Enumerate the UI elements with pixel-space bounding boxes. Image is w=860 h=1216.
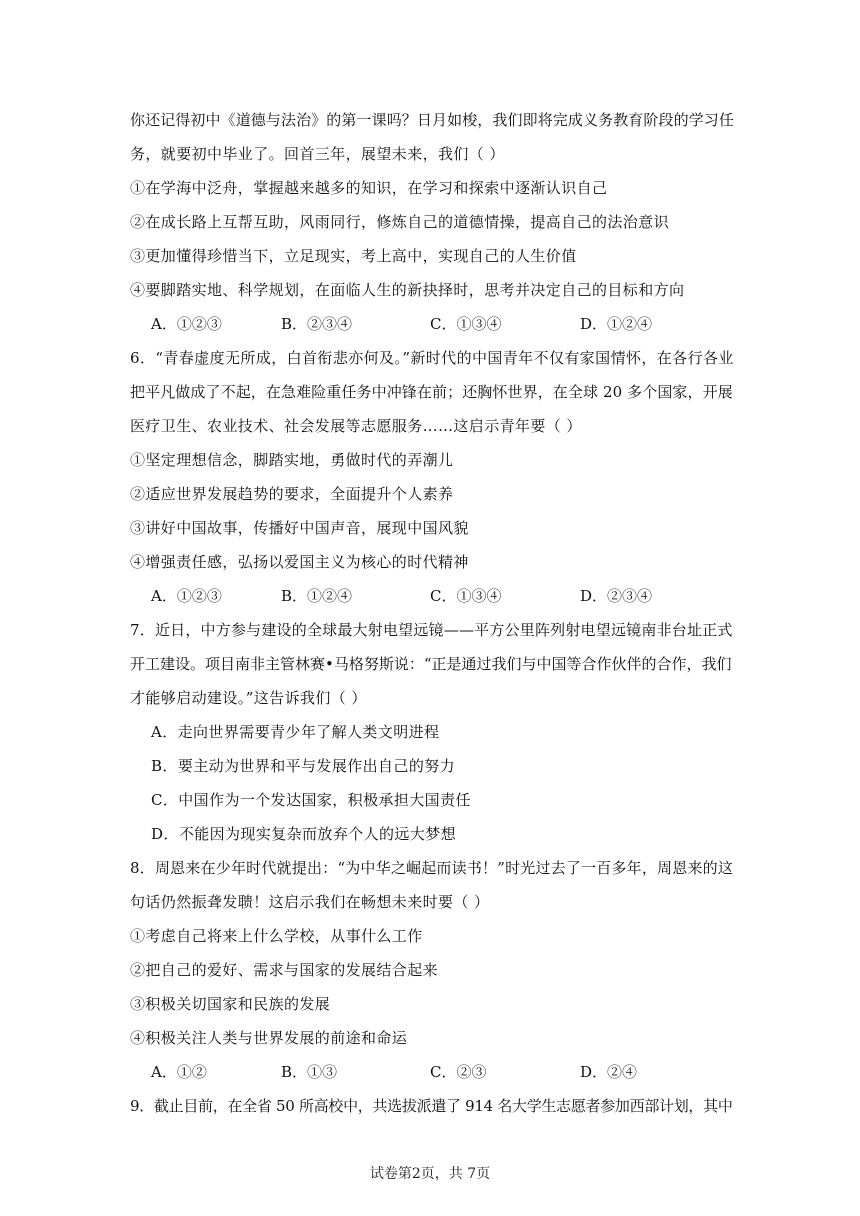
q7-choice-b: B．要主动为世界和平与发展作出自己的努力 bbox=[151, 757, 456, 775]
q6-item-1: ①坚定理想信念，脚踏实地，勇做时代的弄潮儿 bbox=[130, 451, 454, 469]
page-footer: 试卷第2页，共 7页 bbox=[369, 1166, 491, 1182]
q5-stem-line2: 务，就要初中毕业了。回首三年，展望未来，我们（ ） bbox=[130, 145, 505, 163]
q8-item-2: ②把自己的爱好、需求与国家的发展结合起来 bbox=[130, 961, 439, 979]
q8-option-b: B．①③ bbox=[281, 1063, 338, 1081]
q8-stem-line1: 8．周恩来在少年时代就提出：“为中华之崛起而读书！”时光过去了一百多年，周恩来的这 bbox=[130, 859, 734, 877]
q7-choice-d: D．不能因为现实复杂而放弃个人的远大梦想 bbox=[151, 825, 457, 843]
q7-choice-a: A．走向世界需要青少年了解人类文明进程 bbox=[151, 723, 440, 741]
q8-item-4: ④积极关注人类与世界发展的前途和命运 bbox=[130, 1029, 408, 1047]
q6-option-c: C．①③④ bbox=[430, 587, 502, 605]
q5-item-4: ④要脚踏实地、科学规划，在面临人生的新抉择时，思考并决定自己的目标和方向 bbox=[130, 281, 685, 299]
q6-stem-line3: 医疗卫生、农业技术、社会发展等志愿服务……这启示青年要（ ） bbox=[130, 417, 582, 435]
q7-choice-c: C．中国作为一个发达国家，积极承担大国责任 bbox=[151, 791, 471, 809]
q8-item-3: ③积极关切国家和民族的发展 bbox=[130, 995, 331, 1013]
q5-stem-line1: 你还记得初中《道德与法治》的第一课吗？日月如梭，我们即将完成义务教育阶段的学习任 bbox=[130, 111, 735, 129]
q5-item-2: ②在成长路上互帮互助，风雨同行，修炼自己的道德情操，提高自己的法治意识 bbox=[130, 213, 670, 231]
q5-item-3: ③更加懂得珍惜当下，立足现实，考上高中，实现自己的人生价值 bbox=[130, 247, 577, 265]
q6-item-3: ③讲好中国故事，传播好中国声音，展现中国风貌 bbox=[130, 519, 469, 537]
q8-item-1: ①考虑自己将来上什么学校，从事什么工作 bbox=[130, 927, 423, 945]
q5-option-b: B．②③④ bbox=[281, 315, 353, 333]
q6-item-2: ②适应世界发展趋势的要求，全面提升个人素养 bbox=[130, 485, 454, 503]
q5-option-a: A．①②③ bbox=[151, 315, 222, 333]
q8-option-d: D．②④ bbox=[580, 1063, 638, 1081]
q6-option-d: D．②③④ bbox=[580, 587, 653, 605]
q7-stem-line3: 才能够启动建设。”这告诉我们（ ） bbox=[130, 689, 367, 707]
q6-stem-line1: 6．“青春虚度无所成，白首衔悲亦何及。”新时代的中国青年不仅有家国情怀，在各行各业 bbox=[130, 349, 734, 367]
q8-option-a: A．①② bbox=[151, 1063, 207, 1081]
q6-item-4: ④增强责任感，弘扬以爱国主义为核心的时代精神 bbox=[130, 553, 469, 571]
q7-stem-line2: 开工建设。项目南非主管林赛•马格努斯说：“正是通过我们与中国等合作伙伴的合作，我们 bbox=[130, 655, 732, 673]
q5-option-c: C．①③④ bbox=[430, 315, 502, 333]
q6-stem-line2: 把平凡做成了不起，在急难险重任务中冲锋在前；还胸怀世界，在全球 20 多个国家，开展 bbox=[130, 383, 733, 401]
q6-option-a: A．①②③ bbox=[151, 587, 222, 605]
q5-item-1: ①在学海中泛舟，掌握越来越多的知识，在学习和探索中逐渐认识自己 bbox=[130, 179, 608, 197]
q6-option-b: B．①②④ bbox=[281, 587, 353, 605]
q9-stem-line1: 9．截止目前，在全省 50 所高校中，共选拔派遣了 914 名大学生志愿者参加西部计划，其中 bbox=[130, 1097, 733, 1115]
q8-stem-line2: 句话仍然振聋发聩！这启示我们在畅想未来时要（ ） bbox=[130, 893, 490, 911]
q8-option-c: C．②③ bbox=[430, 1063, 487, 1081]
q5-option-d: D．①②④ bbox=[580, 315, 653, 333]
q7-stem-line1: 7．近日，中方参与建设的全球最大射电望远镜——平方公里阵列射电望远镜南非台址正式 bbox=[130, 621, 733, 639]
